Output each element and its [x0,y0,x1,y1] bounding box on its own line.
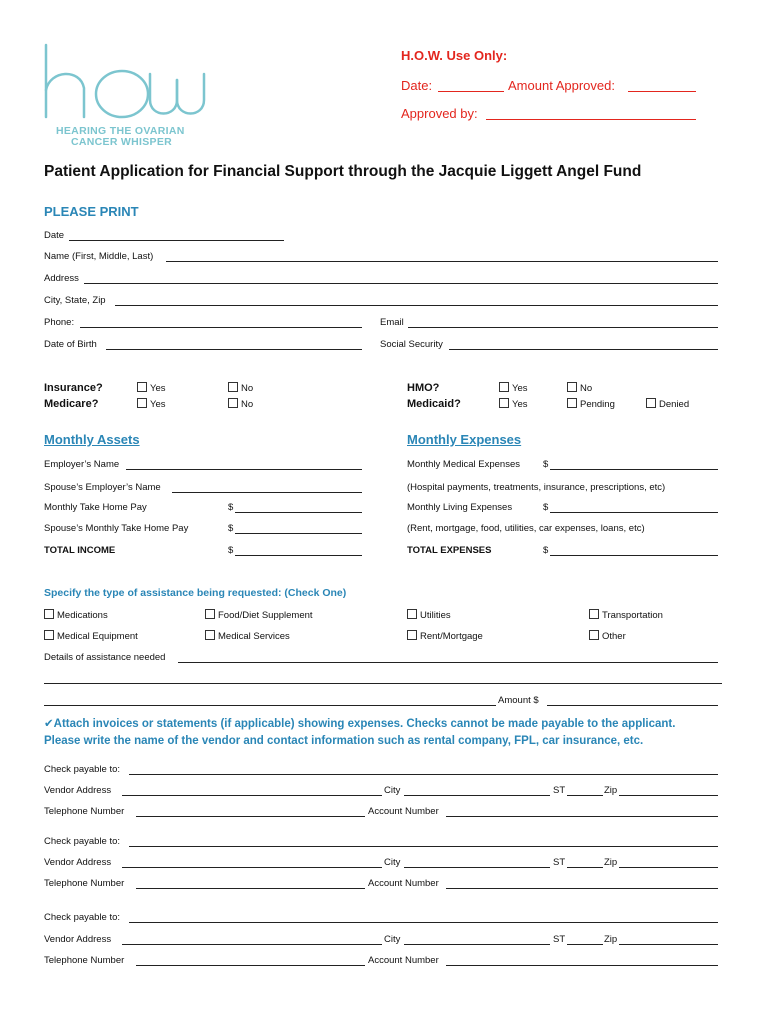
option-rent-mortgage[interactable] [407,630,483,642]
attach-note [44,716,764,750]
living-expenses-field[interactable] [550,512,718,513]
amount-field[interactable] [547,705,718,706]
checkbox[interactable] [589,609,599,619]
take-home-label: Monthly Take Home Pay [44,502,147,513]
vendor2-payable-label: Check payable to: [44,836,121,847]
city-state-zip-field[interactable] [115,305,718,306]
total-income-field[interactable] [235,555,362,556]
official-approved-field[interactable] [486,119,696,120]
living-expenses-note: (Rent, mortgage, food, utilities, car expenses, loans, etc) [407,523,645,534]
official-approved-label: Approved by: [401,106,478,121]
vendor3-city-field[interactable] [404,944,550,945]
assistance-heading: Specify the type of assistance being requested: (Check One) [44,587,347,599]
vendor1-account-label: Account Number [368,806,439,817]
medical-expenses-dollar: $ [543,459,549,470]
vendor2-city-field[interactable] [404,867,550,868]
option-medications[interactable] [44,609,108,621]
vendor3-address-label: Vendor Address [44,934,112,945]
medicare-yes[interactable] [137,398,166,410]
employer-label: Employer’s Name [44,459,120,470]
checkbox[interactable] [589,630,599,640]
spouse-employer-label: Spouse’s Employer’s Name [44,482,161,493]
take-home-dollar: $ [228,502,234,513]
option-transportation[interactable] [589,609,663,621]
hmo-no-label: No [580,383,593,394]
vendor1-payable-label: Check payable to: [44,764,121,775]
logo-line1: HEARING THE OVARIAN [56,125,185,137]
vendor2-city-label: City [384,857,401,868]
vendor2-st-label: ST [553,857,566,868]
address-field[interactable] [84,283,718,284]
vendor2-account-field[interactable] [446,888,718,889]
spouse-take-home-field[interactable] [235,533,362,534]
vendor2-zip-label: Zip [604,857,618,868]
option-utilities[interactable] [407,609,451,621]
insurance-yes-label: Yes [150,383,166,394]
vendor2-payable-field[interactable] [129,846,718,847]
option-label: Medical Services [218,631,290,642]
checkbox[interactable] [228,398,238,408]
vendor2-account-label: Account Number [368,878,439,889]
name-field[interactable] [166,261,718,262]
checkbox[interactable] [646,398,656,408]
vendor1-phone-field[interactable] [136,816,365,817]
vendor1-address-label: Vendor Address [44,785,112,796]
vendor1-payable-field[interactable] [129,774,718,775]
checkbox[interactable] [44,609,54,619]
medicare-label: Medicare? [44,398,99,410]
vendor1-phone-label: Telephone Number [44,806,125,817]
assets-heading: Monthly Assets [44,432,140,447]
official-date-label: Date: [401,78,433,93]
living-expenses-dollar: $ [543,502,549,513]
vendor2-phone-field[interactable] [136,888,365,889]
medicare-no[interactable] [228,398,253,410]
employer-field[interactable] [126,469,362,470]
amount-label: Amount $ [498,695,539,706]
please-print: PLEASE PRINT [44,204,139,219]
vendor2-address-field[interactable] [122,867,382,868]
total-income-dollar: $ [228,545,234,556]
checkbox[interactable] [407,609,417,619]
checkbox[interactable] [407,630,417,640]
medical-expenses-note: (Hospital payments, treatments, insurance, prescriptions, etc) [407,482,666,493]
medicaid-yes-label: Yes [512,399,528,410]
vendor3-payable-field[interactable] [129,922,718,923]
city-state-zip-label: City, State, Zip [44,295,106,306]
option-label: Medications [57,610,108,621]
details-label: Details of assistance needed [44,652,166,663]
option-medical-services[interactable] [205,630,290,642]
vendor2-phone-label: Telephone Number [44,878,125,889]
date-label: Date [44,230,65,241]
vendor1-account-field[interactable] [446,816,718,817]
address-label: Address [44,273,79,284]
official-title: H.O.W. Use Only: [401,48,508,63]
option-food-diet[interactable] [205,609,313,621]
logo-line2: CANCER WHISPER [71,136,173,148]
vendor2-address-label: Vendor Address [44,857,112,868]
vendor1-zip-field[interactable] [619,795,718,796]
date-field[interactable] [69,240,284,241]
option-label: Other [602,631,626,642]
attach-line1: Attach invoices or statements (if applicable) showing expenses. Checks cannot be made payable to the applicant. [53,718,676,730]
dob-field[interactable] [106,349,362,350]
medicaid-denied[interactable] [646,398,689,410]
insurance-no-label: No [241,383,254,394]
hmo-yes-label: Yes [512,383,528,394]
total-expenses-field[interactable] [550,555,718,556]
option-label: Transportation [602,610,663,621]
spouse-employer-field[interactable] [172,492,362,493]
vendor3-st-label: ST [553,934,566,945]
details-field[interactable] [178,662,718,663]
hmo-label: HMO? [407,382,440,394]
official-amount-field[interactable] [628,91,696,92]
total-expenses-label: TOTAL EXPENSES [407,545,492,556]
vendor3-city-label: City [384,934,401,945]
name-label: Name (First, Middle, Last) [44,251,154,262]
vendor1-st-label: ST [553,785,566,796]
medicaid-label: Medicaid? [407,398,461,410]
checkmark-icon: ✔ [44,718,54,730]
medicaid-pending-label: Pending [580,399,615,410]
checkbox[interactable] [499,398,509,408]
checkbox[interactable] [567,398,577,408]
total-expenses-dollar: $ [543,545,549,556]
vendor1-city-label: City [384,785,401,796]
hmo-no[interactable] [567,382,592,394]
option-label: Medical Equipment [57,631,138,642]
vendor1-city-field[interactable] [404,795,550,796]
details-field-line3[interactable] [44,705,496,706]
vendor1-address-field[interactable] [122,795,382,796]
official-amount-label: Amount Approved: [508,78,615,93]
hmo-yes[interactable] [499,382,528,394]
vendor3-phone-field[interactable] [136,965,365,966]
checkbox[interactable] [499,382,509,392]
checkbox[interactable] [44,630,54,640]
vendor3-address-field[interactable] [122,944,382,945]
attach-line2: Please write the name of the vendor and contact information such as rental company, FPL, car insurance, etc. [44,735,644,747]
ssn-label: Social Security [380,339,443,350]
medicare-yes-label: Yes [150,399,166,410]
checkbox[interactable] [137,382,147,392]
insurance-label: Insurance? [44,382,103,394]
medical-expenses-label: Monthly Medical Expenses [407,459,520,470]
total-income-label: TOTAL INCOME [44,545,116,556]
checkbox[interactable] [137,398,147,408]
living-expenses-label: Monthly Living Expenses [407,502,513,513]
logo [40,40,215,155]
checkbox[interactable] [205,609,215,619]
medical-expenses-field[interactable] [550,469,718,470]
phone-field[interactable] [80,327,362,328]
checkbox[interactable] [205,630,215,640]
checkbox[interactable] [567,382,577,392]
option-label: Rent/Mortgage [420,631,483,642]
official-date-field[interactable] [438,91,504,92]
vendor1-zip-label: Zip [604,785,618,796]
vendor3-st-field[interactable] [567,944,603,945]
phone-label: Phone: [44,317,75,328]
medicare-no-label: No [241,399,254,410]
vendor3-account-label: Account Number [368,955,439,966]
vendor3-zip-field[interactable] [619,944,718,945]
option-other[interactable] [589,630,626,642]
take-home-field[interactable] [235,512,362,513]
medicaid-yes[interactable] [499,398,528,410]
vendor3-phone-label: Telephone Number [44,955,125,966]
medicaid-pending[interactable] [567,398,615,410]
details-field-line2[interactable] [44,683,722,684]
expenses-heading: Monthly Expenses [407,432,522,447]
insurance-no[interactable] [228,382,253,394]
vendor2-zip-field[interactable] [619,867,718,868]
dob-label: Date of Birth [44,339,97,350]
vendor3-account-field[interactable] [446,965,718,966]
email-field[interactable] [408,327,718,328]
email-label: Email [380,317,404,328]
spouse-take-home-dollar: $ [228,523,234,534]
vendor3-zip-label: Zip [604,934,618,945]
checkbox[interactable] [228,382,238,392]
insurance-yes[interactable] [137,382,166,394]
medicaid-denied-label: Denied [659,399,690,410]
option-label: Utilities [420,610,451,621]
vendor1-st-field[interactable] [567,795,603,796]
option-medical-equipment[interactable] [44,630,138,642]
spouse-take-home-label: Spouse’s Monthly Take Home Pay [44,523,189,534]
vendor2-st-field[interactable] [567,867,603,868]
page-title: Patient Application for Financial Support through the Jacquie Liggett Angel Fund [44,163,642,180]
vendor3-payable-label: Check payable to: [44,912,121,923]
option-label: Food/Diet Supplement [218,610,313,621]
ssn-field[interactable] [449,349,718,350]
